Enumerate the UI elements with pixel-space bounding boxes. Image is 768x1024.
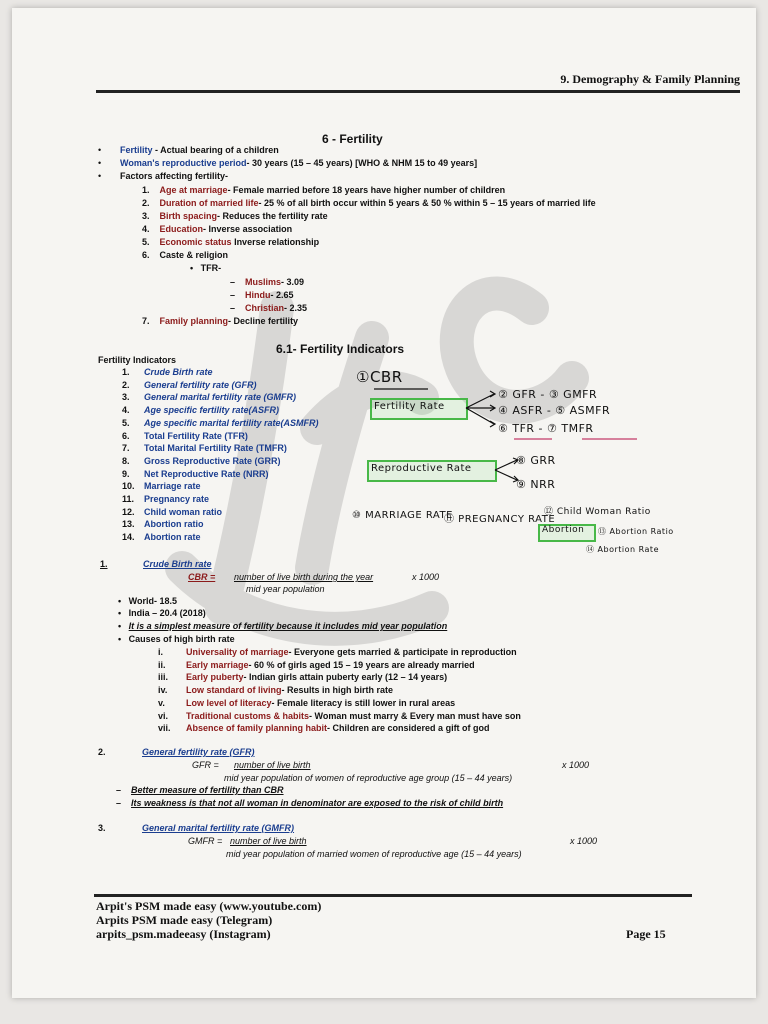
section-title-indicators: 6.1- Fertility Indicators [276,342,405,356]
indicator-number: 14. [122,532,135,543]
gfr-heading: General fertility rate (GFR) [142,747,255,757]
diagram-nrr: ⑨ NRR [516,478,556,491]
diagram-child-woman-ratio: ⑫ Child Woman Ratio [544,507,651,517]
diagram-marriage-rate: ⑩ MARRIAGE RATE [352,510,453,521]
indicator-number: 3. [122,392,130,403]
cause-number: iii. [158,672,169,683]
cbr-bullet: • World- 18.5 [118,596,178,606]
cause-item: Early marriage- 60 % of girls aged 15 – 19 years are already married [186,659,475,670]
diagram-pregnancy-rate: ⑪ PREGNANCY RATE [444,514,556,525]
cbr-numerator: number of live birth during the year [234,572,374,582]
gmfr-denominator: mid year population of married women of reproductive age (15 – 44 years) [226,849,522,859]
footer-youtube: Arpit's PSM made easy (www.youtube.com) [96,899,322,913]
gmfr-heading: General marital fertility rate (GMFR) [142,823,295,833]
bullet-fertility: Fertility - Actual bearing of a children [120,145,279,155]
gfr-denominator: mid year population of women of reproductive age group (15 – 44 years) [224,773,513,783]
cause-item: Absence of family planning habit- Children are considered a gift of god [186,723,490,734]
indicator-item: Child woman ratio [144,506,223,517]
diagram-fertility-rate: Fertility Rate [374,401,445,412]
footer-rule [94,894,692,897]
indicator-item: Total Marital Fertility Rate (TMFR) [144,443,287,454]
indicator-item: Total Fertility Rate (TFR) [144,430,248,441]
cbr-bullet: • India – 20.4 (2018) [118,608,206,618]
cbr-denominator: mid year population [246,584,325,594]
gfr-point: – Better measure of fertility than CBR [116,785,284,795]
cause-number: v. [158,697,165,708]
indicators-subtitle: Fertility Indicators [98,355,177,365]
cbr-number: 1. [100,559,108,569]
gfr-multiplier: x 1000 [562,760,590,770]
gmfr-lhs: GMFR = [188,836,223,846]
gfr-point: – Its weakness is that not all woman in denominator are exposed to the risk of child birth [116,798,504,808]
factor-item: 2. Duration of married life- 25 % of all birth occur within 5 years & 50 % within 5 – 15 years of married life [142,198,596,208]
cause-number: vi. [158,710,169,721]
footer-instagram: arpits_psm.madeeasy (Instagram) [96,927,271,941]
diagram-abortion-rate: ⑭ Abortion Rate [586,545,659,554]
page-number: Page 15 [626,927,666,941]
indicator-item: General fertility rate (GFR) [144,379,257,390]
gfr-lhs: GFR = [192,760,219,770]
indicator-item: Abortion ratio [144,519,204,530]
cause-item: Universality of marriage- Everyone gets married & participate in reproduction [186,647,517,657]
indicator-number: 10. [122,481,135,492]
cause-item: Traditional customs & habits- Woman must marry & Every man must have son [186,710,521,721]
header-rule [96,90,740,93]
indicator-item: Crude Birth rate [144,367,213,377]
diagram-tfr-tmfr: ⑥ TFR - ⑦ TMFR [498,422,594,435]
indicator-number: 6. [122,430,130,441]
bullet-dot: • [98,158,102,168]
cause-item: Early puberty- Indian girls attain puberty early (12 – 14 years) [186,672,448,683]
indicator-number: 1. [122,367,130,377]
indicator-item: Pregnancy rate [144,494,210,504]
indicator-item: Age specific fertility rate(ASFR) [144,405,280,416]
factor-item: 7. Family planning- Decline fertility [142,316,299,326]
bullet-factors: Factors affecting fertility- [120,171,229,181]
factor-item: 4. Education- Inverse association [142,224,293,234]
bullet-dot: • [98,145,102,155]
indicator-number: 4. [122,405,130,416]
diagram-grr: ⑧ GRR [516,454,556,467]
indicator-number: 9. [122,468,130,479]
indicator-item: Age specific marital fertility rate(ASMFR) [144,417,319,428]
diagram-reproductive-rate: Reproductive Rate [371,463,472,474]
indicator-number: 5. [122,417,130,428]
indicator-number: 13. [122,519,135,530]
diagram-asfr-asmfr: ④ ASFR - ⑤ ASMFR [498,404,611,417]
indicator-number: 12. [122,506,135,517]
factor-item: 1. Age at marriage- Female married before 18 years have higher number of children [142,185,506,195]
cbr-lhs: CBR = [188,572,216,582]
gmfr-number: 3. [98,823,106,833]
gfr-number: 2. [98,747,106,757]
factor-item: 3. Birth spacing- Reduces the fertility rate [142,211,328,221]
indicator-item: Gross Reproductive Rate (GRR) [144,455,281,466]
section-title-fertility: 6 - Fertility [322,132,383,146]
document-page [12,8,756,998]
indicator-number: 2. [122,379,130,390]
indicator-number: 7. [122,443,130,454]
cause-number: i. [158,647,164,657]
diagram-abortion-ratio: ⑬ Abortion Ratio [598,527,674,536]
cause-item: Low standard of living- Results in high birth rate [186,685,394,696]
indicator-item: Net Reproductive Rate (NRR) [144,468,269,479]
indicator-item: Marriage rate [144,481,201,492]
tfr-christian: – Christian- 2.35 [230,303,308,313]
tfr-hindu: – Hindu- 2.65 [230,290,294,300]
gfr-numerator: number of live birth [234,760,311,770]
cause-number: ii. [158,659,166,670]
factor-item: 5. Economic status Inverse relationship [142,237,320,247]
cause-number: iv. [158,685,168,696]
cbr-bullet: • It is a simplest measure of fertility because it includes mid year population [118,621,448,631]
cbr-heading: Crude Birth rate [143,559,212,569]
indicator-item: General marital fertility rate (GMFR) [144,392,297,403]
cbr-multiplier: x 1000 [412,572,440,582]
cbr-bullet: • Causes of high birth rate [118,634,235,644]
tfr-label: • TFR- [190,263,222,273]
indicator-number: 11. [122,494,135,504]
gmfr-numerator: number of live birth [230,836,307,846]
diagram-gfr-gmfr: ② GFR - ③ GMFR [498,388,598,401]
footer-telegram: Arpits PSM made easy (Telegram) [96,913,273,927]
gmfr-multiplier: x 1000 [570,836,598,846]
diagram-abortion: Abortion [542,525,585,535]
underline-marks [512,436,642,444]
tfr-muslims: – Muslims- 3.09 [230,277,305,287]
cause-item: Low level of literacy- Female literacy is still lower in rural areas [186,697,456,708]
cbr-underline [372,386,432,392]
bullet-dot: • [98,171,102,181]
cause-number: vii. [158,723,171,734]
indicator-number: 8. [122,455,130,466]
bullet-reproductive-period: Woman's reproductive period- 30 years (15 – 45 years) [WHO & NHM 15 to 49 years] [120,158,478,168]
factor-item: 6. Caste & religion [142,250,229,260]
diagram-cbr: ①CBR [356,368,403,386]
chapter-header: 9. Demography & Family Planning [560,72,740,86]
indicator-item: Abortion rate [144,532,201,543]
